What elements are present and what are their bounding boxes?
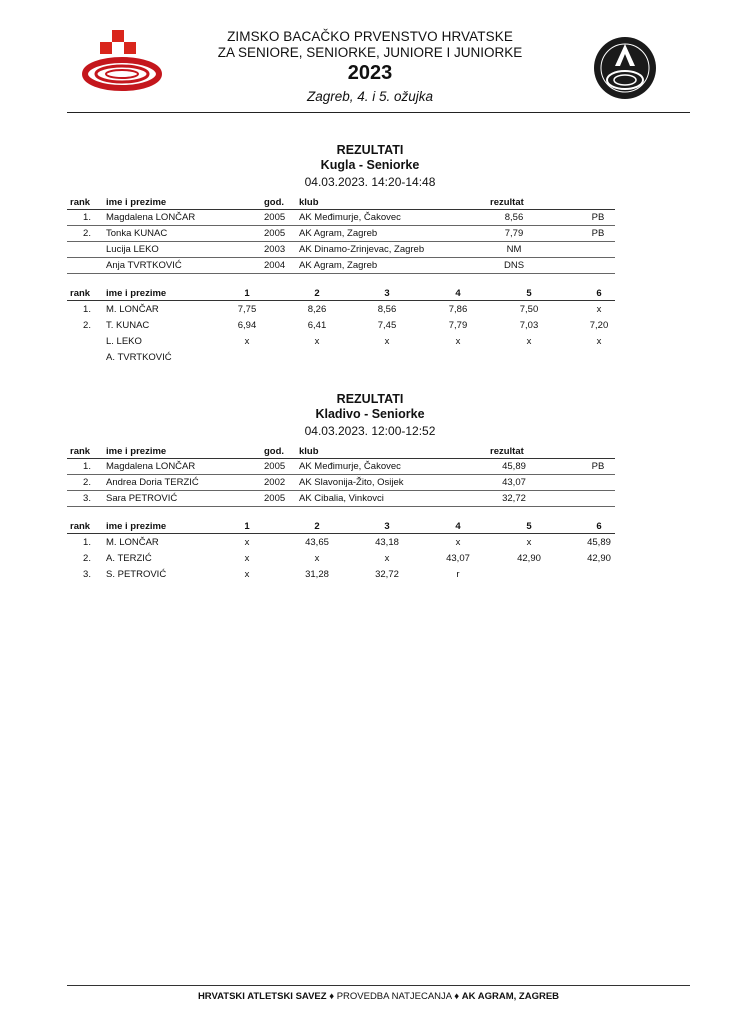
attempt-value-2: 31,28 (305, 569, 329, 580)
attempt-value-3: 7,45 (377, 320, 397, 331)
attempt-value-4: 7,86 (448, 304, 468, 315)
section-event: Kugla - Seniorke (320, 158, 420, 172)
attempt-rank: 2. (83, 553, 91, 564)
attempt-value-4: 43,07 (446, 553, 470, 564)
result-club: AK Agram, Zagreb (299, 228, 378, 239)
result-value: 32,72 (502, 493, 526, 504)
result-year: 2005 (264, 493, 286, 504)
result-name: Lucija LEKO (106, 244, 159, 255)
attempt-value-2: 43,65 (305, 537, 329, 548)
result-year: 2005 (264, 212, 286, 223)
attempt-header-6: 6 (596, 521, 602, 532)
result-rank: 1. (83, 212, 91, 223)
attempt-name: M. LONČAR (106, 304, 159, 315)
result-rank: 2. (83, 228, 91, 239)
result-year: 2002 (264, 477, 286, 488)
attempt-name: S. PETROVIĆ (106, 569, 167, 580)
result-row-divider (67, 506, 615, 507)
attempt-header-name: ime i prezime (106, 521, 167, 532)
col-header-name: ime i prezime (106, 197, 167, 208)
ak-agram-logo (593, 36, 657, 100)
col-header-rank: rank (70, 446, 91, 457)
attempt-value-3: 43,18 (375, 537, 399, 548)
attempt-value-4: x (455, 336, 461, 347)
section-title: REZULTATI (336, 392, 404, 406)
attempt-value-4: x (455, 537, 461, 548)
attempt-header-6: 6 (596, 288, 602, 299)
hrvatski-atletski-savez-logo (82, 30, 164, 92)
result-value: NM (506, 244, 522, 255)
attempt-header-underline (67, 300, 615, 301)
result-club: AK Međimurje, Čakovec (299, 212, 401, 223)
attempt-header-5: 5 (526, 521, 532, 532)
footer (67, 991, 690, 1002)
result-rank: 3. (83, 493, 91, 504)
section-title: REZULTATI (336, 143, 404, 157)
attempt-value-6: 7,20 (589, 320, 609, 331)
attempt-value-6: 45,89 (587, 537, 611, 548)
result-note: PB (591, 228, 605, 239)
attempt-value-1: x (244, 336, 250, 347)
attempt-header-underline (67, 533, 615, 534)
result-value: DNS (503, 260, 525, 271)
attempt-header-rank: rank (70, 521, 91, 532)
attempt-header-4: 4 (455, 521, 461, 532)
attempt-value-5: x (526, 537, 532, 548)
result-name: Andrea Doria TERZIĆ (106, 477, 199, 488)
attempt-value-1: x (244, 569, 250, 580)
result-value: 7,79 (504, 228, 524, 239)
attempt-value-5: 42,90 (517, 553, 541, 564)
result-value: 45,89 (502, 461, 526, 472)
attempt-header-rank: rank (70, 288, 91, 299)
attempt-value-6: x (596, 304, 602, 315)
header-year: 2023 (347, 62, 393, 84)
attempt-value-2: 6,41 (307, 320, 327, 331)
attempt-rank: 1. (83, 304, 91, 315)
attempt-header-1: 1 (244, 521, 250, 532)
attempt-rank: 2. (83, 320, 91, 331)
footer-middle: PROVEDBA NATJECANJA (336, 991, 452, 1002)
col-header-club: klub (299, 446, 319, 457)
result-note: PB (591, 461, 605, 472)
attempt-value-1: 6,94 (237, 320, 257, 331)
footer-club: AK AGRAM, ZAGREB (461, 991, 560, 1002)
result-rank: 1. (83, 461, 91, 472)
attempt-name: A. TERZIĆ (106, 553, 152, 564)
attempt-header-name: ime i prezime (106, 288, 167, 299)
result-row-divider (67, 273, 615, 274)
result-club: AK Dinamo-Zrinjevac, Zagreb (299, 244, 425, 255)
result-name: Anja TVRTKOVIĆ (106, 260, 182, 271)
header-underline (67, 209, 615, 210)
result-year: 2003 (264, 244, 286, 255)
section-datetime: 04.03.2023. 12:00-12:52 (304, 424, 436, 438)
attempt-value-5: 7,50 (519, 304, 539, 315)
attempt-header-2: 2 (314, 288, 320, 299)
result-row-divider (67, 225, 615, 226)
attempt-value-3: x (384, 336, 390, 347)
result-name: Magdalena LONČAR (106, 461, 196, 472)
attempt-value-3: 32,72 (375, 569, 399, 580)
attempt-value-5: x (526, 336, 532, 347)
attempt-header-4: 4 (455, 288, 461, 299)
attempt-header-3: 3 (384, 288, 390, 299)
result-row-divider (67, 490, 615, 491)
result-row-divider (67, 474, 615, 475)
footer-sep-2: ♦ (454, 991, 460, 1002)
attempt-value-2: x (314, 553, 320, 564)
result-year: 2004 (264, 260, 286, 271)
attempt-value-3: x (384, 553, 390, 564)
header-divider (67, 112, 690, 113)
result-name: Sara PETROVIĆ (106, 493, 178, 504)
attempt-value-2: 8,26 (307, 304, 327, 315)
attempt-value-6: 42,90 (587, 553, 611, 564)
header-place-date: Zagreb, 4. i 5. ožujka (306, 89, 434, 104)
result-club: AK Cibalia, Vinkovci (299, 493, 384, 504)
section-datetime: 04.03.2023. 14:20-14:48 (304, 175, 436, 189)
attempt-name: T. KUNAC (106, 320, 150, 331)
attempt-value-2: x (314, 336, 320, 347)
result-club: AK Agram, Zagreb (299, 260, 378, 271)
result-year: 2005 (264, 228, 286, 239)
col-header-result: rezultat (490, 197, 524, 208)
result-name: Magdalena LONČAR (106, 212, 196, 223)
header-line2: ZA SENIORE, SENIORKE, JUNIORE I JUNIORKE (217, 45, 523, 60)
header-line1: ZIMSKO BACAČKO PRVENSTVO HRVATSKE (227, 29, 513, 44)
col-header-name: ime i prezime (106, 446, 167, 457)
header-underline (67, 458, 615, 459)
attempt-name: L. LEKO (106, 336, 142, 347)
col-header-club: klub (299, 197, 319, 208)
attempt-value-3: 8,56 (377, 304, 397, 315)
attempt-value-6: x (596, 336, 602, 347)
attempt-value-5: 7,03 (519, 320, 539, 331)
footer-divider (67, 985, 690, 986)
footer-sep-1: ♦ (329, 991, 335, 1002)
col-header-rank: rank (70, 197, 91, 208)
attempt-rank: 1. (83, 537, 91, 548)
footer-org: HRVATSKI ATLETSKI SAVEZ (197, 991, 327, 1002)
col-header-year: god. (264, 446, 285, 457)
col-header-year: god. (264, 197, 285, 208)
attempt-value-1: x (244, 537, 250, 548)
attempt-rank: 3. (83, 569, 91, 580)
result-note: PB (591, 212, 605, 223)
attempt-value-4: 7,79 (448, 320, 468, 331)
attempt-value-1: x (244, 553, 250, 564)
result-rank: 2. (83, 477, 91, 488)
attempt-value-4: r (456, 569, 460, 580)
result-club: AK Međimurje, Čakovec (299, 461, 401, 472)
attempt-header-5: 5 (526, 288, 532, 299)
result-year: 2005 (264, 461, 286, 472)
attempt-value-1: 7,75 (237, 304, 257, 315)
result-row-divider (67, 257, 615, 258)
attempt-name: A. TVRTKOVIĆ (106, 352, 172, 363)
attempt-header-2: 2 (314, 521, 320, 532)
attempt-header-1: 1 (244, 288, 250, 299)
attempt-header-3: 3 (384, 521, 390, 532)
col-header-result: rezultat (490, 446, 524, 457)
result-value: 8,56 (504, 212, 524, 223)
result-value: 43,07 (502, 477, 526, 488)
attempt-name: M. LONČAR (106, 537, 159, 548)
result-club: AK Slavonija-Žito, Osijek (299, 477, 404, 488)
result-name: Tonka KUNAC (106, 228, 168, 239)
result-row-divider (67, 241, 615, 242)
section-event: Kladivo - Seniorke (315, 407, 425, 421)
